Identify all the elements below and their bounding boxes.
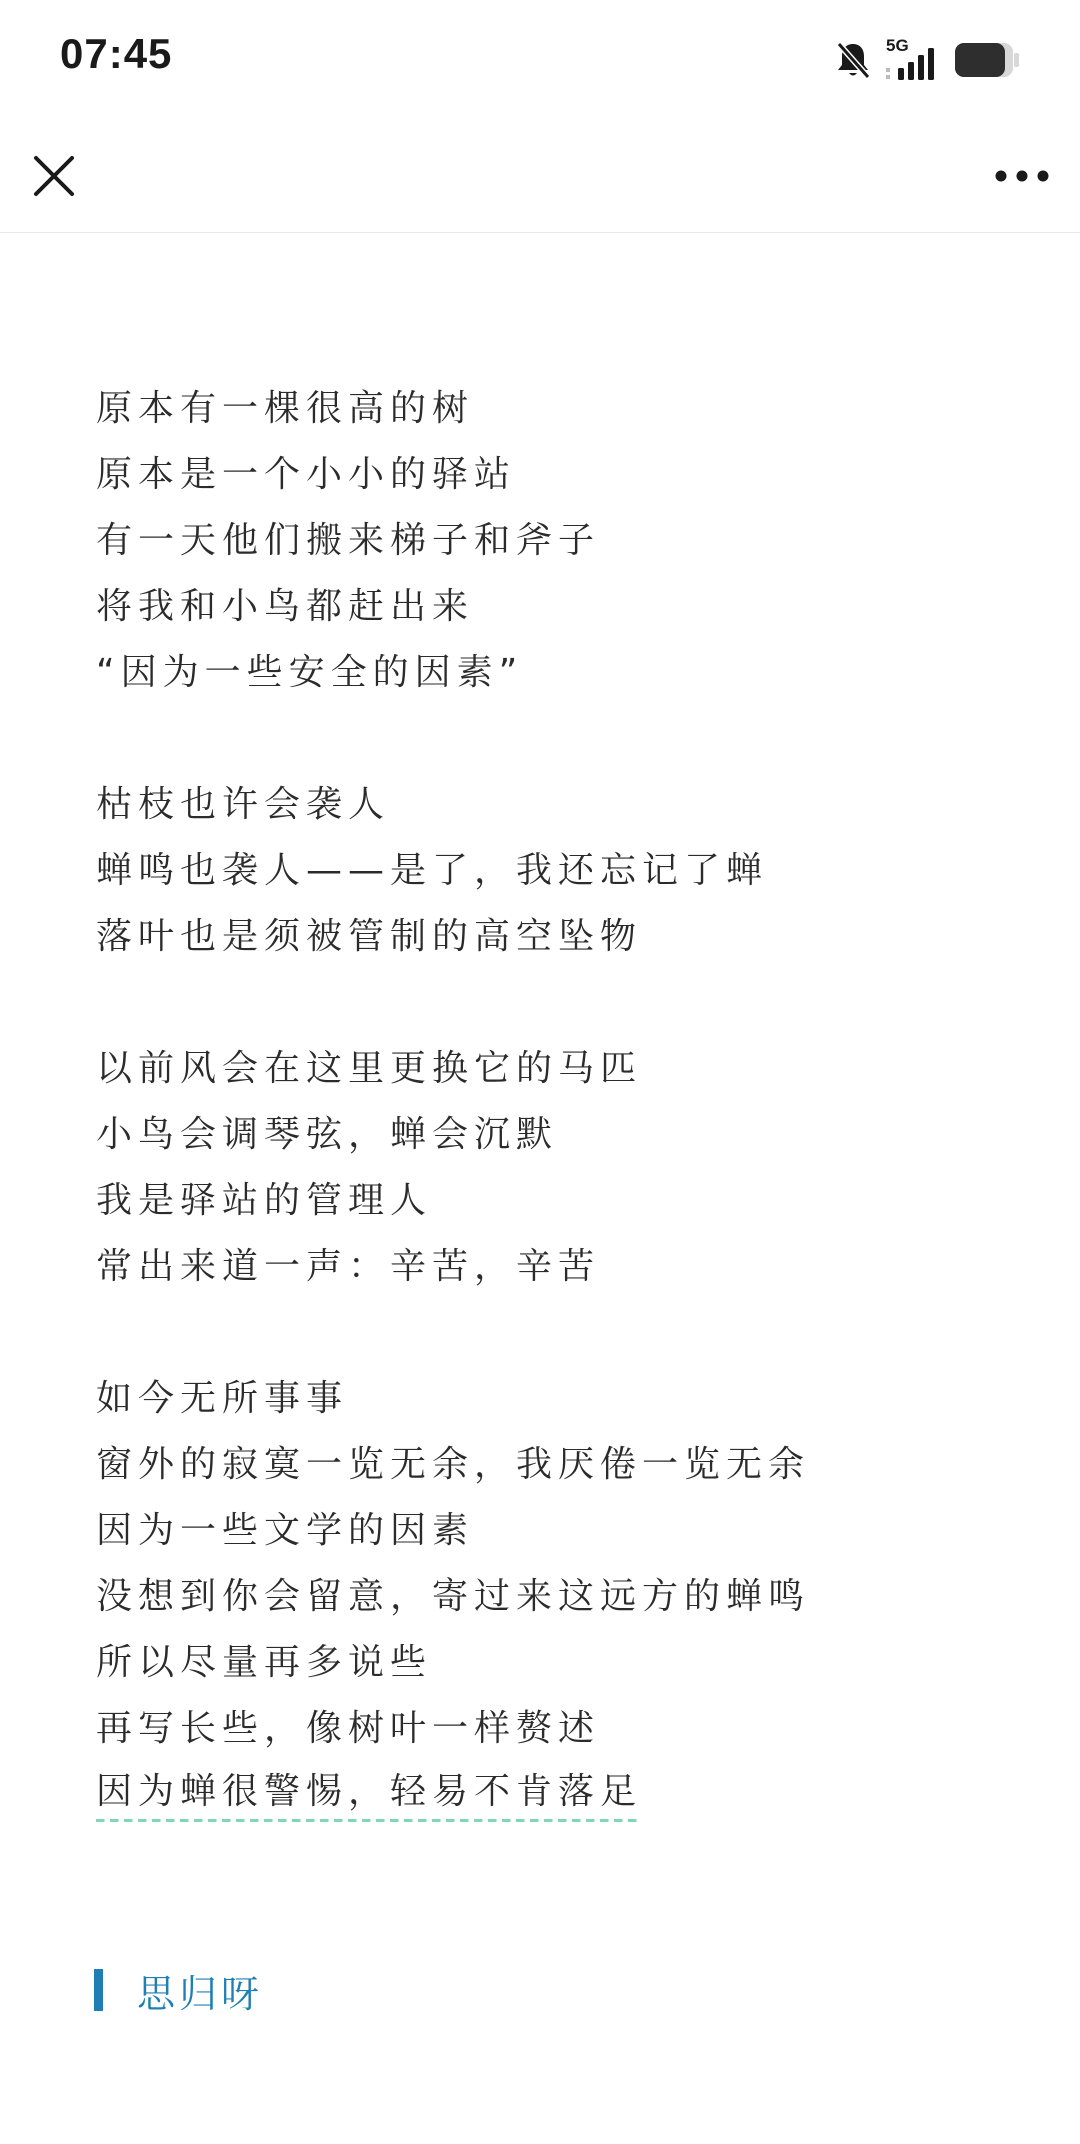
poem-line: 常出来道一声：辛苦，辛苦: [96, 1246, 601, 1287]
more-options-button[interactable]: [992, 150, 1052, 202]
poem-line: 如今无所事事: [96, 1378, 349, 1419]
close-icon: [32, 154, 76, 198]
poem-line: 所以尽量再多说些: [96, 1642, 433, 1683]
poem-line: 以前风会在这里更换它的马匹: [96, 1048, 643, 1089]
poem-line: 蝉鸣也袭人——是了，我还忘记了蝉: [96, 850, 769, 891]
stanza-3: [96, 1036, 996, 1300]
poem-line: 原本有一棵很高的树: [96, 388, 475, 429]
poem-line: “因为一些安全的因素”: [96, 652, 524, 693]
stanza-2: [96, 772, 996, 970]
poem-line: 因为一些文学的因素: [96, 1510, 475, 1551]
stanza-1: [96, 376, 996, 706]
poem-line: 窗外的寂寞一览无余，我厌倦一览无余: [96, 1444, 811, 1485]
poem-line: 将我和小鸟都赶出来: [96, 586, 475, 627]
stanza-4: [96, 1366, 996, 1822]
top-nav-bar: [0, 120, 1080, 233]
poem-line: 再写长些，像树叶一样赘述: [96, 1708, 601, 1749]
status-time: 07:45: [60, 30, 173, 77]
poem-line: 我是驿站的管理人: [96, 1180, 433, 1221]
poem-line: 没想到你会留意，寄过来这远方的蝉鸣: [96, 1576, 811, 1617]
signal-indicator: [886, 38, 940, 82]
poem-body: [96, 376, 996, 1888]
signal-icon: [886, 46, 940, 82]
status-icons: [834, 36, 1020, 84]
status-bar: [0, 0, 1080, 120]
more-icon: [995, 169, 1049, 183]
author-accent-bar: [94, 1969, 103, 2011]
author-name[interactable]: 思归呀: [137, 1971, 264, 2016]
network-type-label: 5G: [886, 36, 909, 55]
poem-line: 枯枝也许会袭人: [96, 784, 391, 825]
highlighted-poem-line[interactable]: 因为蝉很警惕，轻易不肯落足: [96, 1762, 642, 1822]
poem-line: 落叶也是须被管制的高空坠物: [96, 916, 643, 957]
bell-muted-icon: [834, 40, 872, 80]
poem-line: 有一天他们搬来梯子和斧子: [96, 520, 601, 561]
poem-line: 小鸟会调琴弦，蝉会沉默: [96, 1114, 559, 1155]
author-section: [94, 1966, 263, 2014]
close-button[interactable]: [28, 150, 80, 202]
poem-line: 原本是一个小小的驿站: [96, 454, 517, 495]
battery-icon: [954, 41, 1020, 79]
